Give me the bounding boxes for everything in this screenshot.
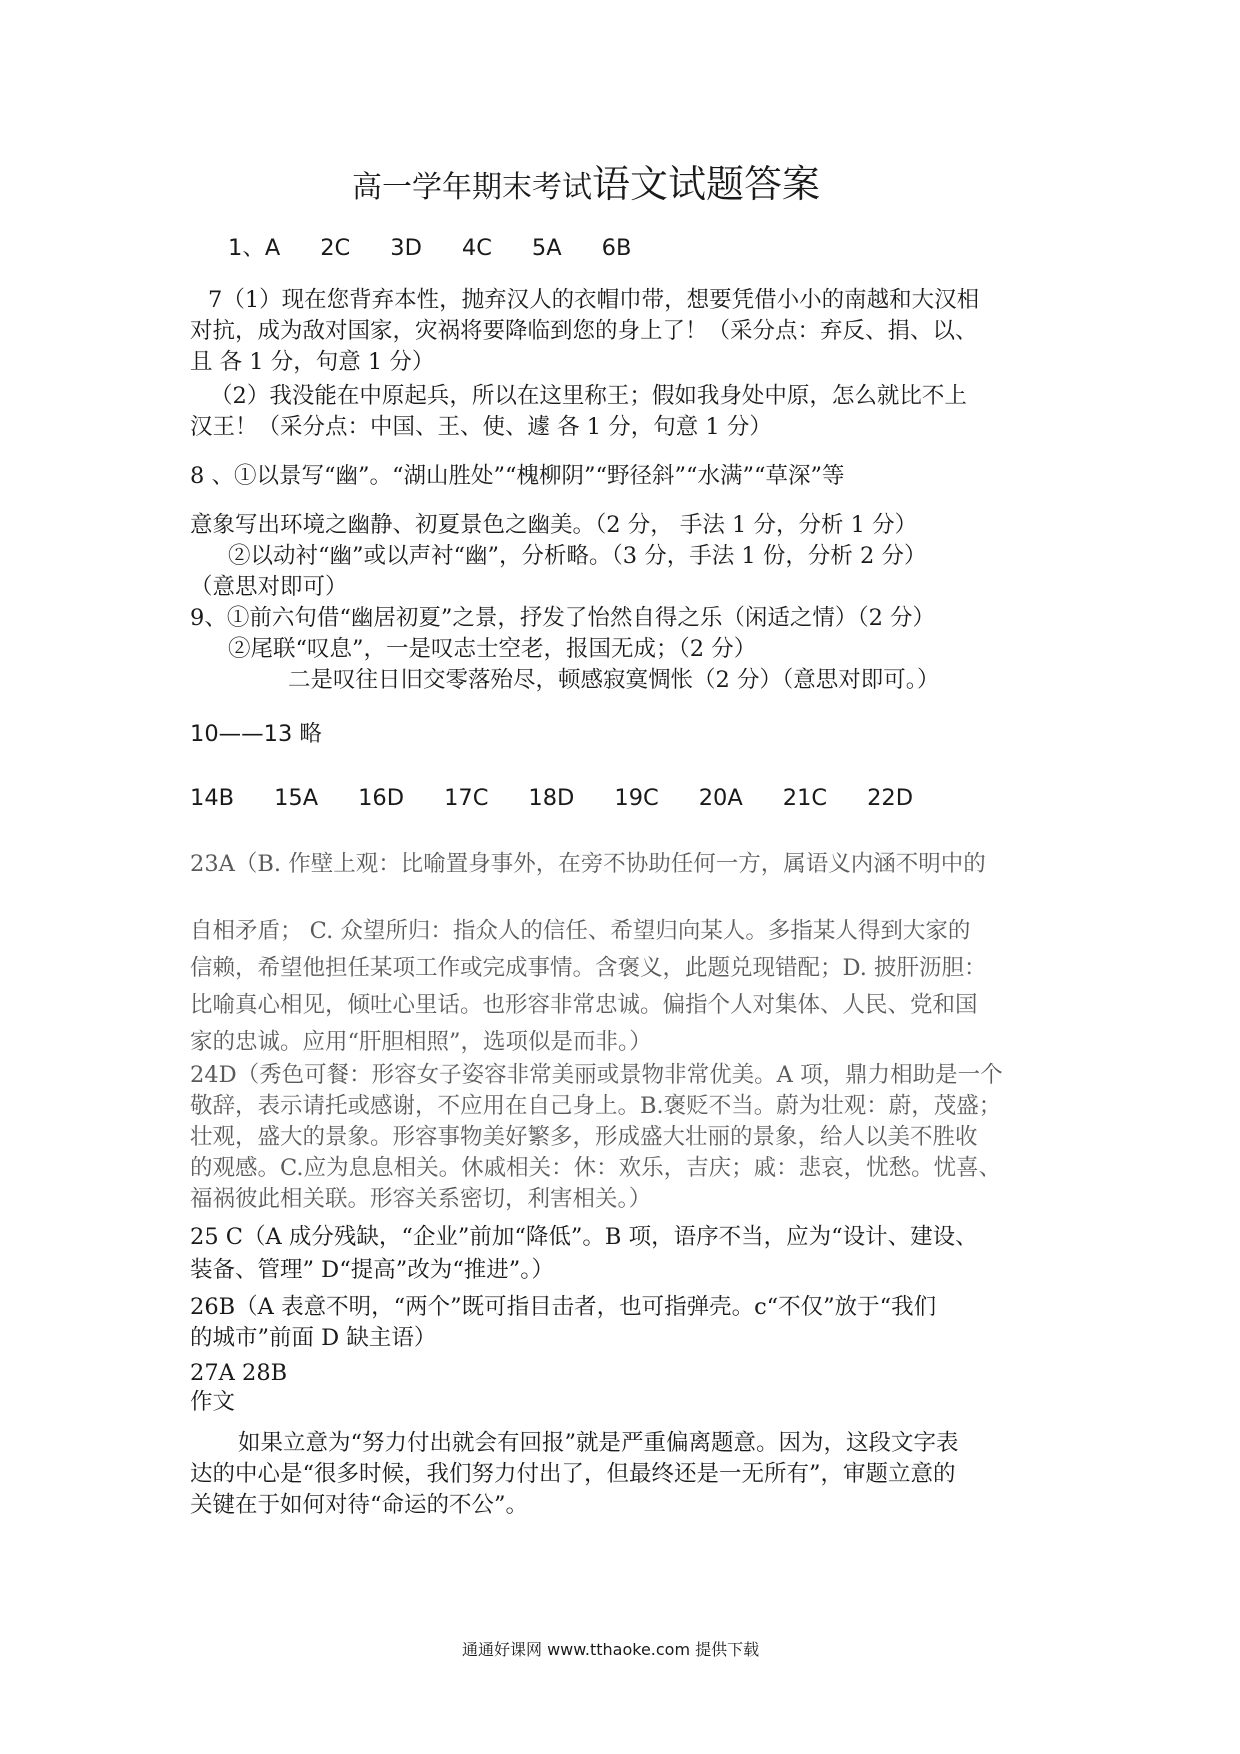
answer-item: 5A	[531, 235, 562, 261]
essay-line-3: 关键在于如何对待“命运的不公”。	[190, 1492, 529, 1518]
q23-line-5: 家的忠诚。应用“肝胆相照”，选项似是而非。）	[190, 1029, 652, 1055]
answer-item: 1、A	[228, 235, 281, 261]
page-title	[352, 162, 821, 206]
q23-line-4: 比喻真心相见，倾吐心里话。也形容非常忠诚。偏指个人对集体、人民、党和国	[190, 992, 978, 1018]
q24-line-1: 24D（秀色可餐：形容女子姿容非常美丽或景物非常优美。A 项，鼎力相助是一个	[190, 1062, 1003, 1088]
answer-item: 15A	[274, 785, 319, 811]
q24-line-4: 的观感。C.应为息息相关。休戚相关：休：欢乐，吉庆；戚：悲哀，忧愁。忧喜、	[190, 1155, 1002, 1181]
q24-line-5: 福祸彼此相关联。形容关系密切，利害相关。）	[190, 1186, 652, 1212]
answer-item: 6B	[601, 235, 632, 261]
mc-answers-14-22	[190, 787, 953, 810]
q7-line-3: 且 各 1 分，句意 1 分）	[190, 349, 435, 375]
q27-28: 27A 28B	[190, 1360, 288, 1386]
footer-source: 通通好课网 www.tthaoke.com 提供下载	[462, 1640, 760, 1659]
title-part-2: 语文试题答案	[592, 162, 821, 206]
q25-line-1: 25 C（A 成分残缺，“企业”前加“降低”。B 项，语序不当，应为“设计、建设、	[190, 1224, 978, 1250]
q24-line-2: 敬辞，表示请托或感谢，不应用在自己身上。B.褒贬不当。蔚为壮观：蔚，茂盛；	[190, 1093, 1002, 1119]
answer-item: 17C	[444, 785, 489, 811]
q8-line-1: 8 、①以景写“幽”。“湖山胜处”“槐柳阴”“野径斜”“水满”“草深”等	[190, 463, 845, 489]
answer-item: 19C	[614, 785, 659, 811]
q26-line-2: 的城市”前面 D 缺主语）	[190, 1325, 437, 1351]
q9-line-3: 二是叹往日旧交零落殆尽，顿感寂寞惆怅（2 分）（意思对即可。）	[288, 667, 940, 693]
answer-item: 3D	[390, 235, 422, 261]
q24-line-3: 壮观，盛大的景象。形容事物美好繁多，形成盛大壮丽的景象，给人以美不胜收	[190, 1124, 978, 1150]
q8-line-3: ②以动衬“幽”或以声衬“幽”，分析略。（3 分，手法 1 份，分析 2 分）	[228, 543, 927, 569]
essay-line-1: 如果立意为“努力付出就会有回报”就是严重偏离题意。因为，这段文字表	[238, 1430, 959, 1456]
q9-line-2: ②尾联“叹息”，一是叹志士空老，报国无成；（2 分）	[228, 636, 757, 662]
answer-item: 20A	[698, 785, 743, 811]
q7-line-1: 7（1）现在您背弃本性，抛弃汉人的衣帽巾带，想要凭借小小的南越和大汉相	[208, 287, 980, 313]
q23-line-2: 自相矛盾； C. 众望所归：指众人的信任、希望归向某人。多指某人得到大家的	[190, 918, 971, 944]
mc-answers-1-6	[228, 237, 671, 260]
q7-line-5: 汉王！（采分点：中国、王、使、遽 各 1 分，句意 1 分）	[190, 414, 772, 440]
q7-line-4: （2）我没能在中原起兵，所以在这里称王；假如我身处中原，怎么就比不上	[210, 383, 967, 409]
q25-line-2: 装备、管理” D“提高”改为“推进”。）	[190, 1257, 554, 1283]
answer-item: 22D	[867, 785, 914, 811]
q10-13: 10——13 略	[190, 721, 322, 747]
answer-item: 18D	[528, 785, 575, 811]
essay-heading: 作文	[190, 1389, 236, 1415]
title-part-1: 高一学年期末考试	[352, 170, 592, 205]
answer-item: 16D	[358, 785, 405, 811]
q8-line-2: 意象写出环境之幽静、初夏景色之幽美。（2 分， 手法 1 分，分析 1 分）	[190, 512, 918, 538]
q7-line-2: 对抗，成为敌对国家，灾祸将要降临到您的身上了！（采分点：弃反、捐、以、	[190, 318, 978, 344]
answer-item: 21C	[782, 785, 828, 811]
answer-item: 14B	[190, 785, 235, 811]
answer-item: 2C	[320, 235, 351, 261]
answer-item: 4C	[461, 235, 492, 261]
q23-line-1: 23A（B. 作壁上观：比喻置身事外，在旁不协助任何一方，属语义内涵不明中的	[190, 851, 986, 877]
q26-line-1: 26B（A 表意不明，“两个”既可指目击者，也可指弹壳。c“不仅”放于“我们	[190, 1294, 937, 1320]
essay-line-2: 达的中心是“很多时候，我们努力付出了，但最终还是一无所有”，审题立意的	[190, 1461, 956, 1487]
q23-line-3: 信赖，希望他担任某项工作或完成事情。含褒义，此题兑现错配；D. 披肝沥胆：	[190, 955, 987, 981]
q9-line-1: 9、①前六句借“幽居初夏”之景，抒发了怡然自得之乐（闲适之情）（2 分）	[190, 605, 936, 631]
q8-line-4: （意思对即可）	[190, 574, 348, 600]
